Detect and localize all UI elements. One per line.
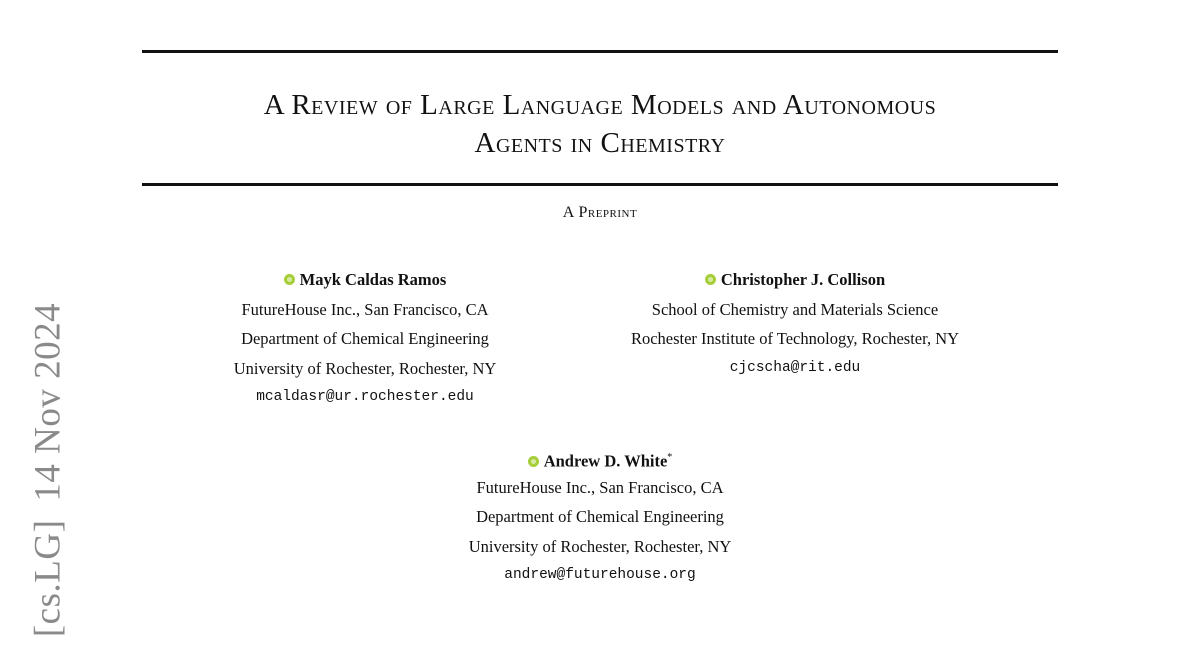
title-top-rule [142, 50, 1058, 53]
author-name: Christopher J. Collison [720, 270, 886, 289]
author-affiliation: University of Rochester, Rochester, NY [468, 536, 732, 556]
author-affiliation: Rochester Institute of Technology, Rochester, NY [630, 329, 960, 348]
arxiv-date: 14 Nov 2024 [27, 302, 69, 502]
author-affiliation: University of Rochester, Rochester, NY [233, 358, 497, 378]
author-affiliation: FutureHouse Inc., San Francisco, CA [241, 299, 489, 319]
author-name: Andrew D. White [543, 451, 668, 471]
author-block-1 [180, 265, 550, 413]
author-affiliation: FutureHouse Inc., San Francisco, CA [476, 477, 724, 497]
orcid-icon[interactable] [284, 274, 295, 285]
preprint-label: A Preprint [562, 204, 638, 221]
arxiv-category: [cs.LG] [27, 519, 69, 638]
corresponding-author-marker: * [667, 452, 673, 463]
paper-title-line-2: Agents in Chemistry [474, 127, 726, 159]
orcid-icon[interactable] [705, 274, 716, 285]
author-name: Mayk Caldas Ramos [299, 270, 447, 289]
author-email[interactable]: cjcscha@rit.edu [729, 359, 861, 376]
author-affiliation: School of Chemistry and Materials Science [651, 299, 939, 319]
orcid-icon[interactable] [528, 456, 539, 467]
paper-title [120, 86, 1080, 162]
title-bottom-rule [142, 183, 1058, 186]
author-affiliation: Department of Chemical Engineering [476, 507, 724, 526]
paper-title-line-1: A Review of Large Language Models and Autonomous [263, 89, 937, 121]
author-affiliation: Department of Chemical Engineering [241, 329, 489, 348]
author-email[interactable]: mcaldasr@ur.rochester.edu [256, 389, 474, 405]
arxiv-side-stamp [27, 303, 70, 637]
author-block-3 [400, 443, 800, 591]
author-email[interactable]: andrew@futurehouse.org [504, 567, 696, 583]
author-block-2 [570, 265, 1020, 383]
